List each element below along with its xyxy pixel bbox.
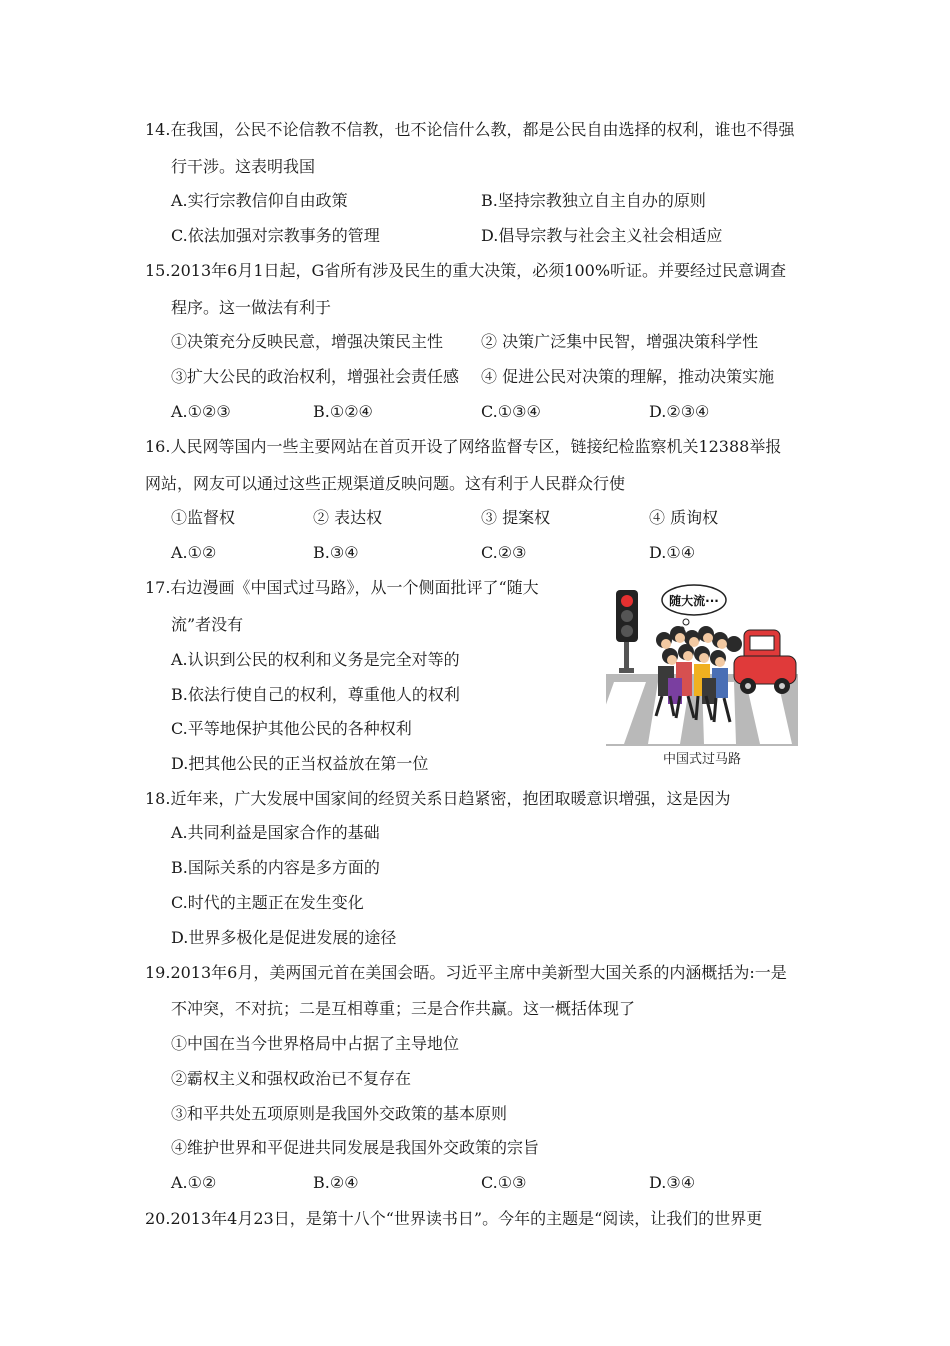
q16-stem-line1: 16.人民网等国内一些主要网站在首页开设了网络监督专区，链接纪检监察机关12388举报 (145, 437, 782, 456)
q17-option-a: A.认识到公民的权利和义务是完全对等的 (171, 650, 460, 669)
q15-statement-4: ④ 促进公民对决策的理解，推动决策实施 (481, 367, 775, 386)
cartoon-caption: 中国式过马路 (662, 752, 741, 767)
q15-statement-2: ② 决策广泛集中民智，增强决策科学性 (481, 332, 759, 351)
q15-stem-line1: 15.2013年6月1日起，G省所有涉及民生的重大决策，必须100%听证。并要经过民意调查 (145, 261, 787, 280)
q17-option-c: C.平等地保护其他公民的各种权利 (171, 719, 412, 738)
q17-option-b: B.依法行使自己的权利，尊重他人的权利 (171, 685, 460, 704)
q17-stem-line1: 17.右边漫画《中国式过马路》，从一个侧面批评了“随大 (145, 578, 539, 597)
q15-option-c: C.①③④ (481, 402, 541, 421)
q15-statement-1: ①决策充分反映民意，增强决策民主性 (171, 332, 444, 351)
q18-stem-line1: 18.近年来，广大发展中国家间的经贸关系日趋紧密，抱团取暖意识增强，这是因为 (145, 789, 731, 808)
q17-option-d: D.把其他公民的正当权益放在第一位 (171, 754, 429, 773)
q15-statement-3: ③扩大公民的政治权利，增强社会责任感 (171, 367, 460, 386)
q14-stem-line1: 14.在我国，公民不论信教不信教，也不论信什么教，都是公民自由选择的权利，谁也不得强 (145, 120, 795, 139)
q15-option-d: D.②③④ (649, 402, 710, 421)
q18-option-d: D.世界多极化是促进发展的途径 (171, 928, 397, 947)
q16-statement-1: ①监督权 (171, 508, 236, 527)
q16-statement-3: ③ 提案权 (481, 508, 551, 527)
q16-option-a: A.①② (171, 543, 217, 562)
q17-stem-line2: 流”者没有 (171, 615, 244, 634)
q19-statement-2: ②霸权主义和强权政治已不复存在 (171, 1069, 412, 1088)
q19-statement-3: ③和平共处五项原则是我国外交政策的基本原则 (171, 1104, 508, 1123)
q19-stem-line2: 不冲突，不对抗；二是互相尊重；三是合作共赢。这一概括体现了 (171, 999, 636, 1018)
q16-statement-4: ④ 质询权 (649, 508, 719, 527)
q16-statement-2: ② 表达权 (313, 508, 383, 527)
q16-stem-line2: 网站，网友可以通过这些正规渠道反映问题。这有利于人民群众行使 (145, 474, 626, 493)
q14-option-b: B.坚持宗教独立自主自办的原则 (481, 191, 706, 210)
q15-stem-line2: 程序。这一做法有利于 (171, 298, 332, 317)
q18-option-a: A.共同利益是国家合作的基础 (171, 823, 380, 842)
q15-option-b: B.①②④ (313, 402, 373, 421)
q19-option-b: B.②④ (313, 1173, 359, 1192)
q19-stem-line1: 19.2013年6月，美两国元首在美国会晤。习近平主席中美新型大国关系的内涵概括为:一是 (145, 963, 787, 982)
q14-option-a: A.实行宗教信仰自由政策 (171, 191, 348, 210)
q16-option-d: D.①④ (649, 543, 696, 562)
q14-option-c: C.依法加强对宗教事务的管理 (171, 226, 380, 245)
q19-statement-4: ④维护世界和平促进共同发展是我国外交政策的宗旨 (171, 1138, 540, 1157)
q20-stem-line1: 20.2013年4月23日，是第十八个“世界读书日”。今年的主题是“阅读，让我们的世界更 (145, 1209, 763, 1228)
q19-option-d: D.③④ (649, 1173, 696, 1192)
q19-option-a: A.①② (171, 1173, 217, 1192)
q16-option-c: C.②③ (481, 543, 527, 562)
q14-option-d: D.倡导宗教与社会主义社会相适应 (481, 226, 723, 245)
q18-option-c: C.时代的主题正在发生变化 (171, 893, 364, 912)
q15-option-a: A.①②③ (171, 402, 231, 421)
q14-stem-line2: 行干涉。这表明我国 (171, 157, 316, 176)
q16-option-b: B.③④ (313, 543, 359, 562)
q19-option-c: C.①③ (481, 1173, 527, 1192)
q19-statement-1: ①中国在当今世界格局中占据了主导地位 (171, 1034, 460, 1053)
q18-option-b: B.国际关系的内容是多方面的 (171, 858, 380, 877)
bubble-text: 随大流··· (669, 594, 719, 608)
crossing-cartoon (606, 582, 798, 746)
